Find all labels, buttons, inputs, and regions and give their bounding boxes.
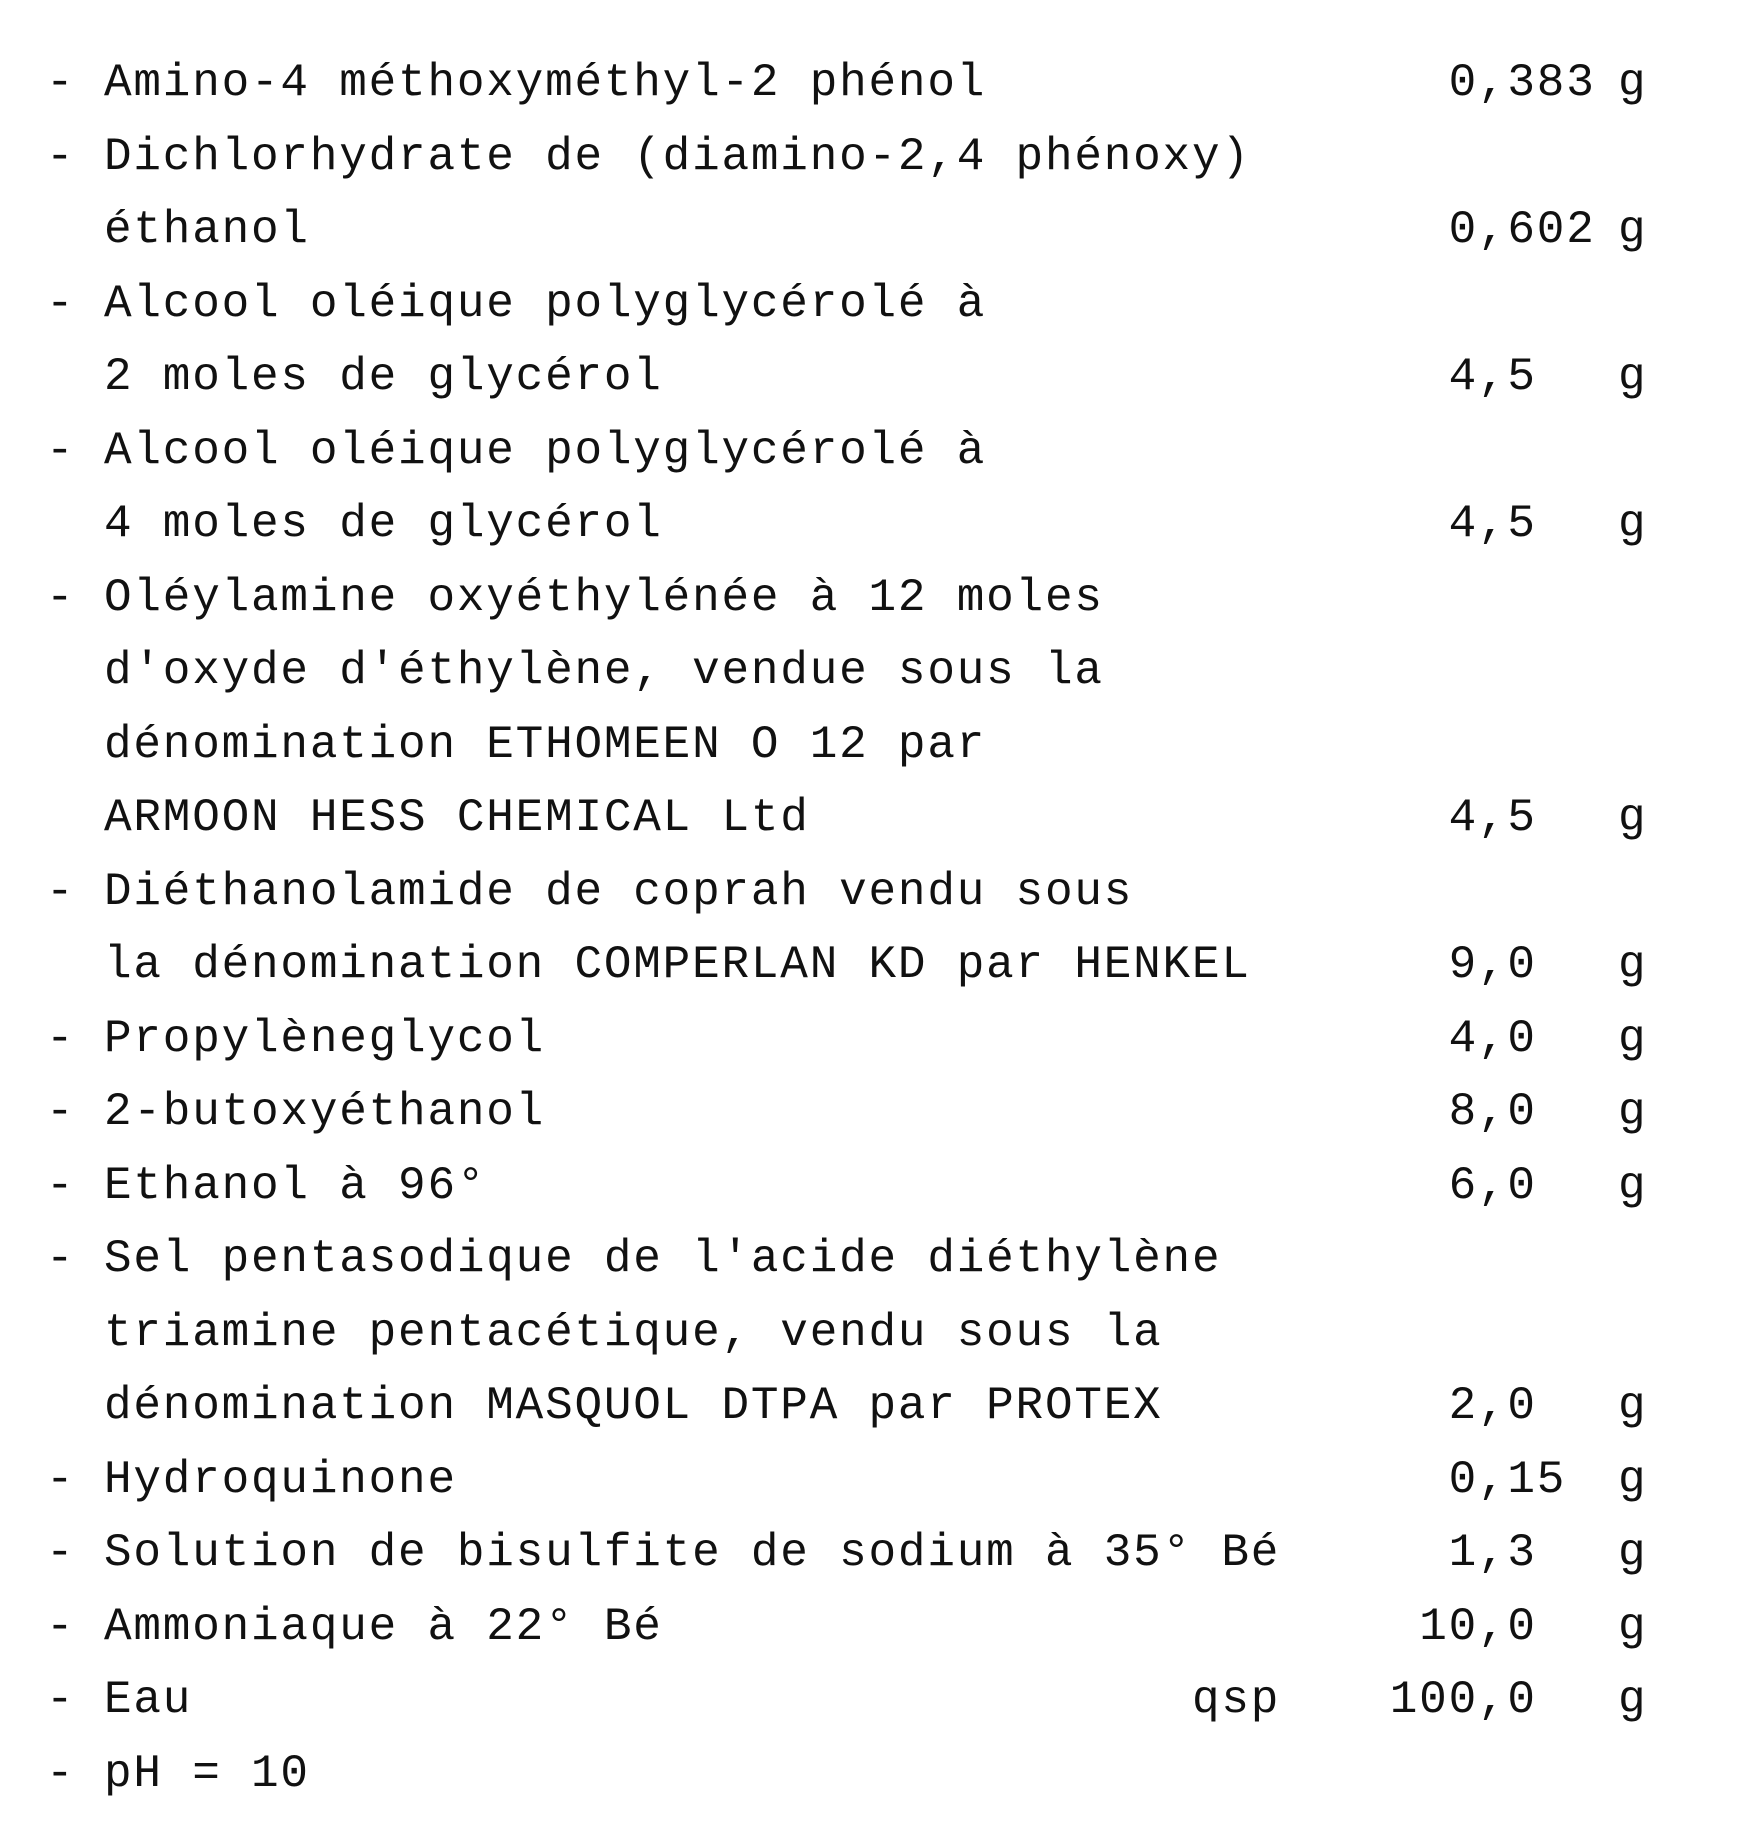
- quantity-decimal: ,15: [1478, 1444, 1566, 1518]
- quantity-integer: 0: [1449, 47, 1478, 121]
- quantity-decimal: ,0: [1478, 1150, 1537, 1224]
- ingredient-name: Ethanol à 96°: [104, 1150, 486, 1224]
- quantity-unit: g: [1618, 1444, 1647, 1518]
- quantity-unit: g: [1618, 47, 1647, 121]
- ingredient-name: Hydroquinone: [104, 1444, 457, 1518]
- bullet-dash: -: [46, 1664, 75, 1738]
- quantity-qualifier: qsp: [1192, 1664, 1280, 1738]
- bullet-dash: -: [46, 1738, 75, 1812]
- ingredient-item-continuation: [0, 1370, 1740, 1444]
- ingredient-item-continuation: [0, 709, 1740, 783]
- quantity-unit: g: [1618, 782, 1647, 856]
- quantity-decimal: ,602: [1478, 194, 1596, 268]
- quantity-decimal: ,0: [1478, 1664, 1537, 1738]
- ingredient-item: [0, 1150, 1740, 1224]
- ingredient-name: Ammoniaque à 22° Bé: [104, 1591, 663, 1665]
- bullet-dash: -: [46, 562, 75, 636]
- ingredient-item: [0, 1444, 1740, 1518]
- ingredient-name: 2-butoxyéthanol: [104, 1076, 545, 1150]
- bullet-dash: -: [46, 1150, 75, 1224]
- bullet-dash: -: [46, 415, 75, 489]
- quantity-decimal: ,0: [1478, 929, 1537, 1003]
- ingredient-name: éthanol: [104, 194, 310, 268]
- quantity-unit: g: [1618, 1150, 1647, 1224]
- quantity-unit: g: [1618, 488, 1647, 562]
- ingredient-item-continuation: [0, 194, 1740, 268]
- quantity-integer: 4: [1449, 341, 1478, 415]
- bullet-dash: -: [46, 1591, 75, 1665]
- quantity-decimal: ,3: [1478, 1517, 1537, 1591]
- quantity-integer: 4: [1449, 1003, 1478, 1077]
- ingredient-name: ARMOON HESS CHEMICAL Ltd: [104, 782, 810, 856]
- ingredient-name: Sel pentasodique de l'acide diéthylène: [104, 1223, 1221, 1297]
- bullet-dash: -: [46, 1003, 75, 1077]
- ingredient-name: 2 moles de glycérol: [104, 341, 663, 415]
- quantity-unit: g: [1618, 1517, 1647, 1591]
- ingredient-item: [0, 1223, 1740, 1297]
- ingredient-item-continuation: [0, 488, 1740, 562]
- ingredient-item-continuation: [0, 782, 1740, 856]
- ingredient-name: Dichlorhydrate de (diamino-2,4 phénoxy): [104, 121, 1251, 195]
- bullet-dash: -: [46, 1076, 75, 1150]
- quantity-decimal: ,5: [1478, 488, 1537, 562]
- quantity-integer: 0: [1449, 194, 1478, 268]
- ingredient-item: [0, 562, 1740, 636]
- quantity-decimal: ,0: [1478, 1370, 1537, 1444]
- ingredient-name: d'oxyde d'éthylène, vendue sous la: [104, 635, 1104, 709]
- ingredient-list: [0, 47, 1740, 1811]
- ingredient-name: Propylèneglycol: [104, 1003, 545, 1077]
- quantity-decimal: ,5: [1478, 341, 1537, 415]
- quantity-integer: 4: [1449, 782, 1478, 856]
- quantity-integer: 0: [1449, 1444, 1478, 1518]
- ingredient-item: [0, 1738, 1740, 1812]
- ingredient-name: Amino-4 méthoxyméthyl-2 phénol: [104, 47, 986, 121]
- bullet-dash: -: [46, 121, 75, 195]
- bullet-dash: -: [46, 1223, 75, 1297]
- quantity-integer: 100: [1390, 1664, 1478, 1738]
- ingredient-name: 4 moles de glycérol: [104, 488, 663, 562]
- ingredient-name: dénomination MASQUOL DTPA par PROTEX: [104, 1370, 1163, 1444]
- ingredient-item-continuation: [0, 929, 1740, 1003]
- quantity-decimal: ,383: [1478, 47, 1596, 121]
- ingredient-name: Alcool oléique polyglycérolé à: [104, 415, 986, 489]
- bullet-dash: -: [46, 1517, 75, 1591]
- bullet-dash: -: [46, 47, 75, 121]
- ingredient-name: triamine pentacétique, vendu sous la: [104, 1297, 1163, 1371]
- ingredient-name: Oléylamine oxyéthylénée à 12 moles: [104, 562, 1104, 636]
- ingredient-item: [0, 1517, 1740, 1591]
- ingredient-item: [0, 415, 1740, 489]
- quantity-integer: 6: [1449, 1150, 1478, 1224]
- quantity-unit: g: [1618, 341, 1647, 415]
- quantity-unit: g: [1618, 1076, 1647, 1150]
- ingredient-item: [0, 1591, 1740, 1665]
- quantity-unit: g: [1618, 1003, 1647, 1077]
- ingredient-item-continuation: [0, 635, 1740, 709]
- quantity-unit: g: [1618, 929, 1647, 1003]
- ingredient-item-continuation: [0, 1297, 1740, 1371]
- ingredient-item-continuation: [0, 341, 1740, 415]
- ingredient-item: [0, 1003, 1740, 1077]
- quantity-decimal: ,0: [1478, 1003, 1537, 1077]
- ingredient-name: pH = 10: [104, 1738, 310, 1812]
- ingredient-name: Diéthanolamide de coprah vendu sous: [104, 856, 1133, 930]
- ingredient-name: Alcool oléique polyglycérolé à: [104, 268, 986, 342]
- quantity-unit: g: [1618, 1664, 1647, 1738]
- bullet-dash: -: [46, 1444, 75, 1518]
- ingredient-name: la dénomination COMPERLAN KD par HENKEL: [104, 929, 1251, 1003]
- quantity-unit: g: [1618, 194, 1647, 268]
- quantity-integer: 4: [1449, 488, 1478, 562]
- quantity-integer: 10: [1419, 1591, 1478, 1665]
- quantity-unit: g: [1618, 1591, 1647, 1665]
- quantity-integer: 9: [1449, 929, 1478, 1003]
- quantity-decimal: ,0: [1478, 1591, 1537, 1665]
- ingredient-item: [0, 47, 1740, 121]
- ingredient-item: [0, 1664, 1740, 1738]
- ingredient-item: [0, 121, 1740, 195]
- quantity-unit: g: [1618, 1370, 1647, 1444]
- ingredient-item: [0, 268, 1740, 342]
- quantity-integer: 8: [1449, 1076, 1478, 1150]
- quantity-decimal: ,5: [1478, 782, 1537, 856]
- ingredient-name: dénomination ETHOMEEN O 12 par: [104, 709, 986, 783]
- ingredient-name: Solution de bisulfite de sodium à 35° Bé: [104, 1517, 1280, 1591]
- quantity-decimal: ,0: [1478, 1076, 1537, 1150]
- quantity-integer: 1: [1449, 1517, 1478, 1591]
- bullet-dash: -: [46, 268, 75, 342]
- quantity-integer: 2: [1449, 1370, 1478, 1444]
- ingredient-item: [0, 1076, 1740, 1150]
- bullet-dash: -: [46, 856, 75, 930]
- ingredient-item: [0, 856, 1740, 930]
- ingredient-name: Eau: [104, 1664, 192, 1738]
